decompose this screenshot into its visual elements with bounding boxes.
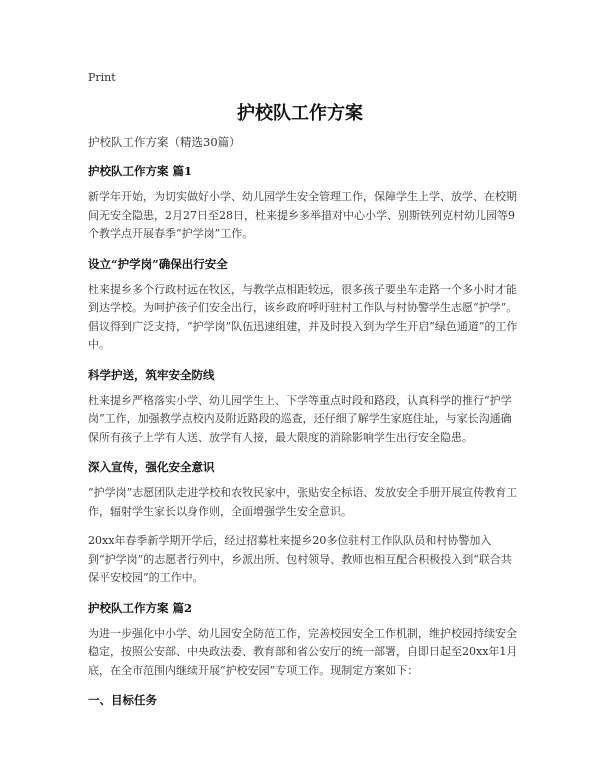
- paragraph: 杜来提乡多个行政村远在牧区，与教学点相距较远，很多孩子要坐车走路一个多小时才能到达学校。为呵护孩子们安全出行，该乡政府呼吁驻村工作队与村协警学生志愿“护学”。倡议得到广泛支持，“护学岗”队伍迅速组建，并及时投入到为学生开启“绿色通道”的工作中。: [88, 282, 518, 351]
- section-heading: 一、目标任务: [88, 693, 157, 707]
- section-heading: 设立“护学岗”确保出行安全: [88, 256, 228, 271]
- paragraph: “护学岗”志愿团队走进学校和农牧民家中，张贴安全标语、发放安全手册开展宣传教育工作，辐射学生家长以身作则，全面增强学生安全意识。: [88, 486, 518, 518]
- paragraph: 为进一步强化中小学、幼儿园安全防范工作，完善校园安全工作机制，维护校园持续安全稳定，按照公安部、中央政法委、教育部和省公安厅的统一部署，自即日起至20xx年1月底，在全市范围内继续开展“护校安园”专项工作。现制定方案如下：: [88, 626, 518, 677]
- print-label[interactable]: Print: [88, 71, 116, 84]
- document-title: 护校队工作方案: [237, 103, 363, 124]
- section-heading: 深入宣传，强化安全意识: [88, 460, 215, 474]
- paragraph: 新学年开始，为切实做好小学、幼儿园学生安全管理工作，保障学生上学、放学、在校期间无安全隐患，2月27日至28日，杜来提乡多举措对中心小学、别斯铁列克村幼儿园等9个教学点开展春季“护学岗”工作。: [88, 190, 517, 240]
- document-body: [88, 133, 518, 717]
- section-heading: 科学护送，筑牢安全防线: [88, 367, 215, 382]
- paragraph: 20xx年春季新学期开学后，经过招募杜来提乡20多位驻村工作队队员和村协警加入到“护学岗”的志愿者行列中，乡派出所、包村领导、教师也相互配合积极投入到“联合共保平安校园”的工作中。: [88, 534, 512, 584]
- document-subtitle: 护校队工作方案（精选30篇）: [88, 135, 241, 149]
- paragraph: 杜来提乡严格落实小学、幼儿园学生上、下学等重点时段和路段，认真科学的推行“护学岗”工作，加强教学点校内及附近路段的巡查，还仔细了解学生家庭住址，与家长沟通确保所有孩子上学有人送、放学有人接，最大限度的消除影响学生出行安全隐患。: [88, 393, 512, 444]
- section-heading: 护校队工作方案 篇2: [88, 600, 193, 615]
- section-heading: 护校队工作方案 篇1: [88, 164, 193, 178]
